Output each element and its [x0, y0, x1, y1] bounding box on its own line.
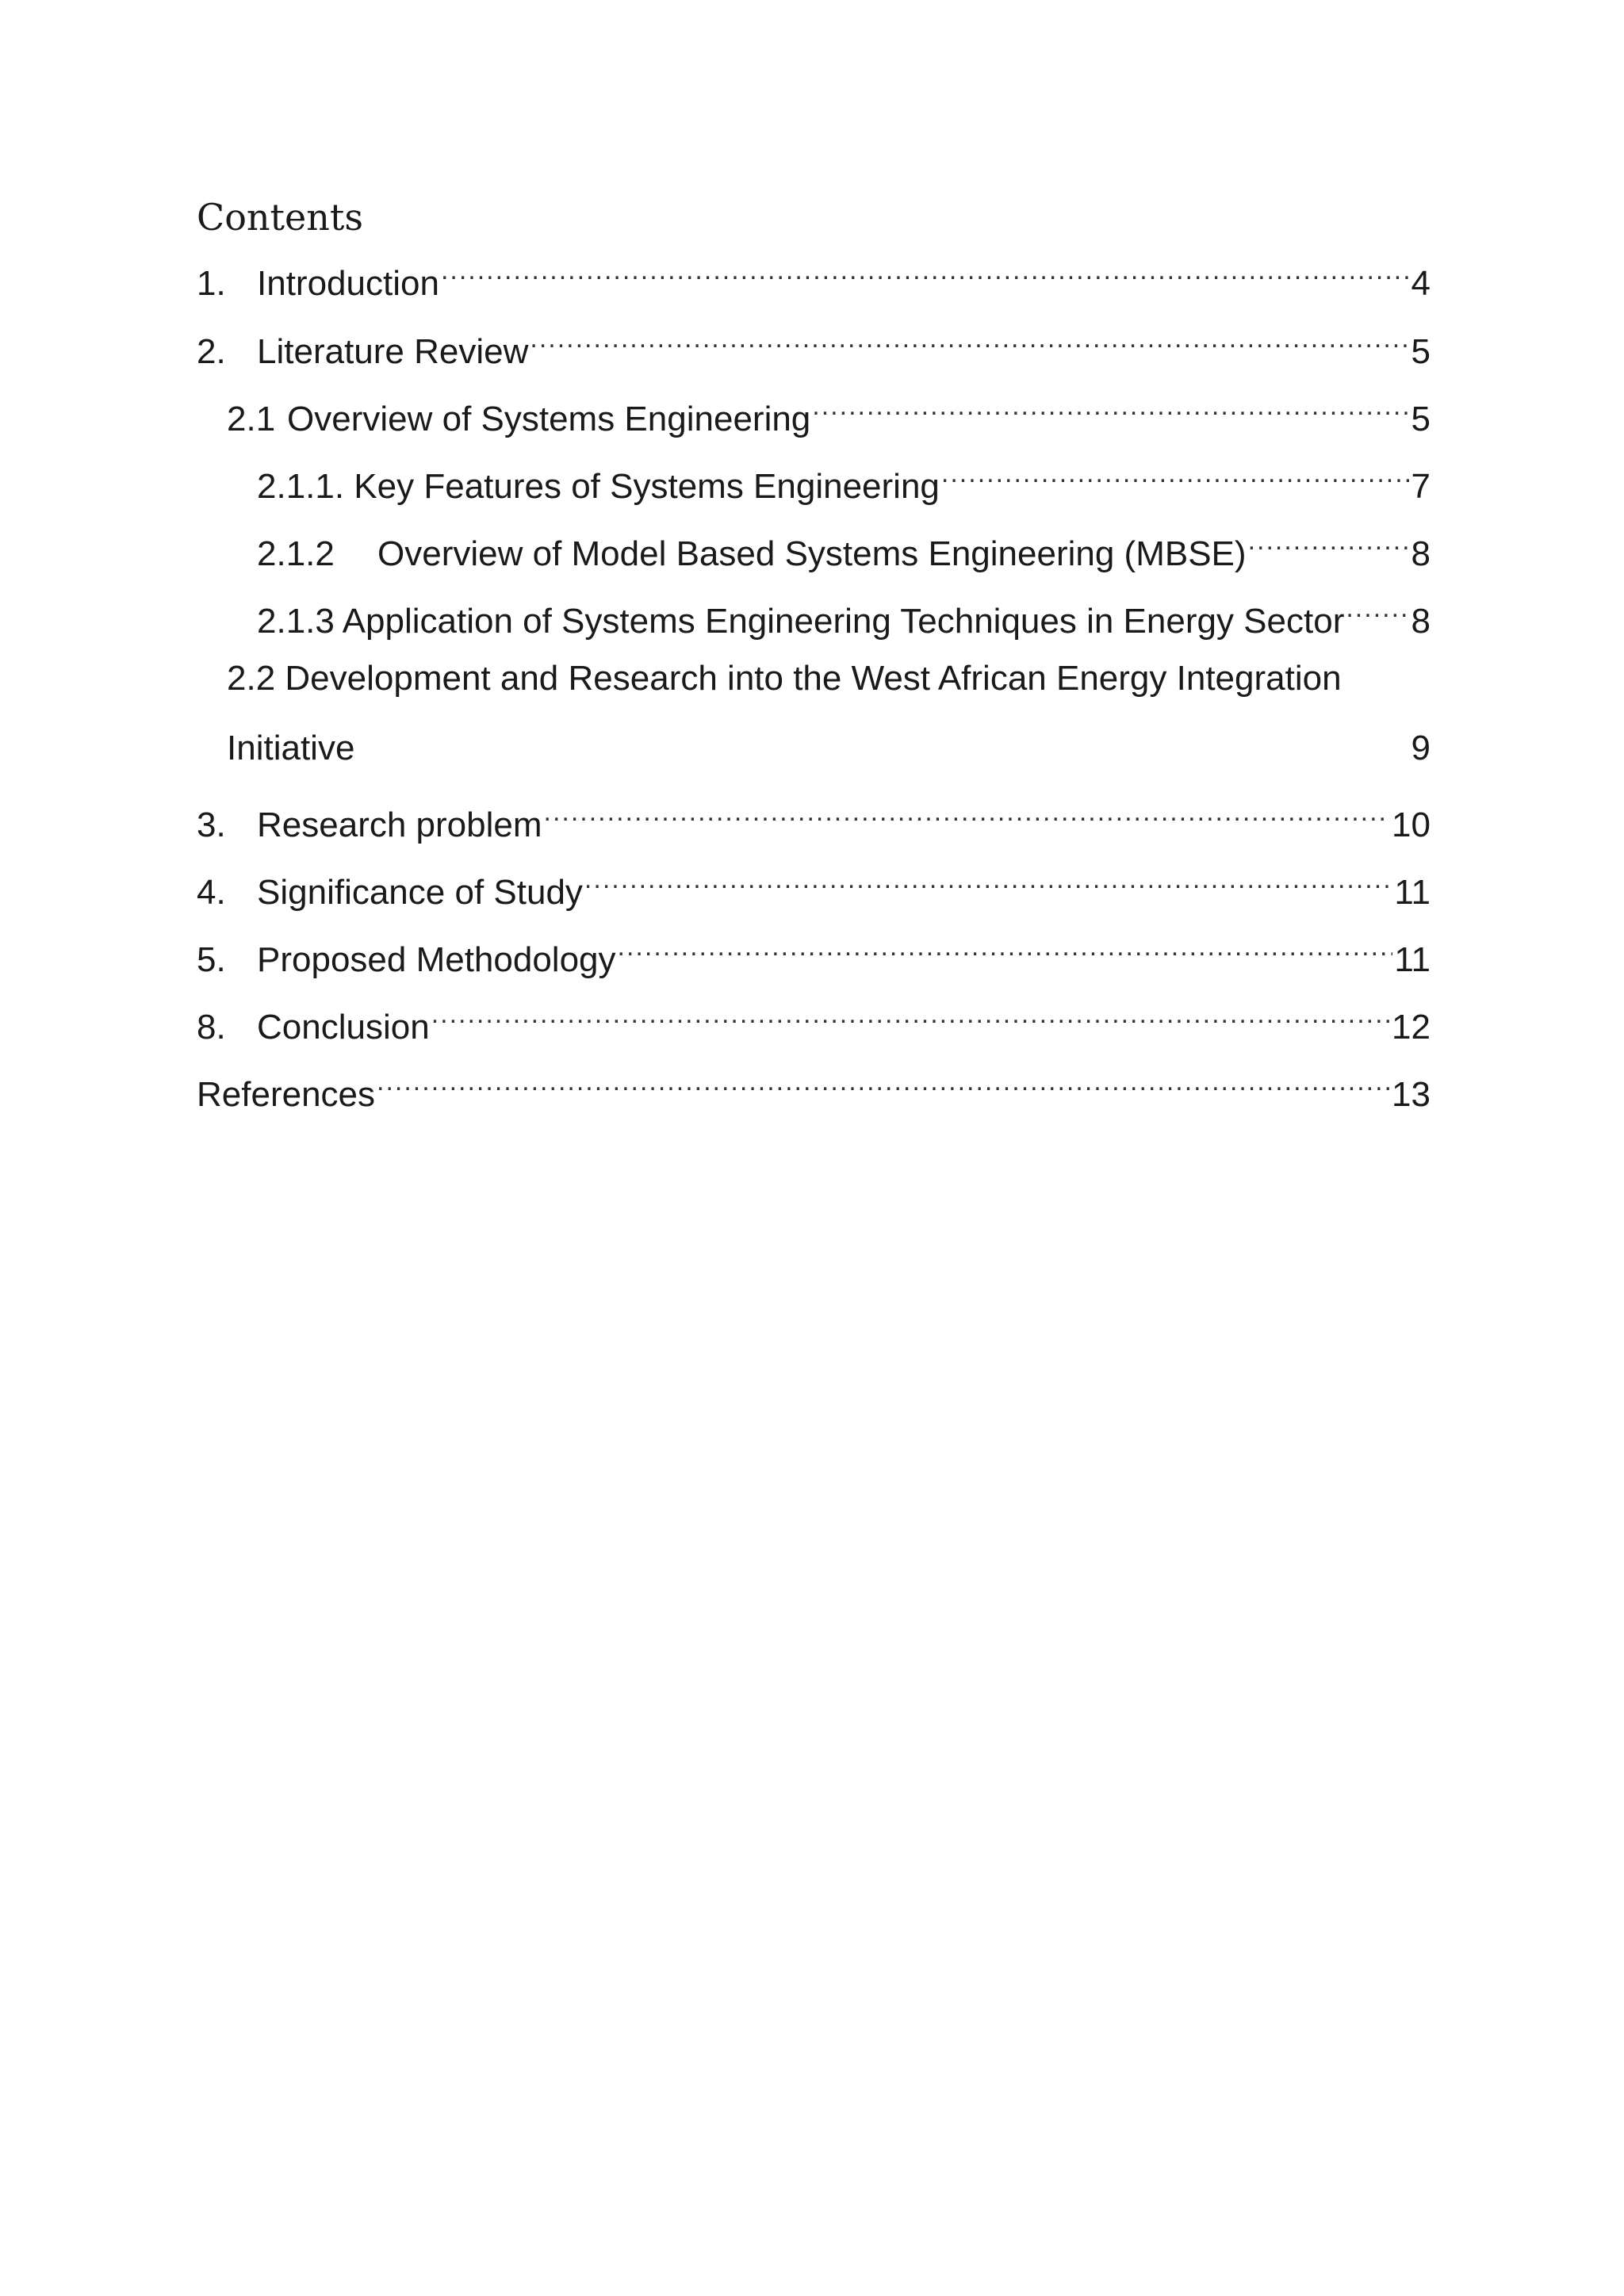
toc-entry-overview-systems-engineering[interactable] — [227, 383, 1431, 438]
toc-dot-leader — [941, 450, 1410, 498]
toc-dot-leader — [431, 991, 1390, 1039]
toc-entry-page: 10 — [1392, 806, 1431, 844]
toc-entry-page: 4 — [1411, 264, 1431, 303]
toc-entry-literature-review[interactable] — [197, 316, 1431, 371]
toc-entry-number: 8. — [197, 1008, 226, 1047]
toc-entry-page: 11 — [1394, 873, 1431, 912]
toc-dot-leader — [1346, 585, 1409, 633]
toc-entry-label: 2.1.3 Application of Systems Engineering Techniques in Energy Sector — [257, 602, 1345, 641]
toc-entry-page: 5 — [1411, 332, 1431, 371]
toc-entry-number: 1. — [197, 264, 226, 303]
toc-entry-label: References — [197, 1075, 376, 1114]
toc-entry-label: Proposed Methodology — [257, 940, 616, 979]
toc-dot-leader — [377, 1058, 1390, 1106]
toc-entry-page: 5 — [1411, 400, 1431, 438]
toc-entry-number: 2.1 — [227, 400, 276, 438]
toc-dot-leader — [441, 247, 1410, 295]
toc-dot-leader — [356, 706, 1409, 760]
toc-entry-label: Significance of Study — [257, 873, 583, 912]
toc-entry-label: Overview of Model Based Systems Engineering (MBSE) — [377, 534, 1247, 573]
toc-dot-leader — [544, 789, 1391, 836]
toc-entry-mbse-overview[interactable] — [257, 518, 1431, 573]
toc-entry-page: 9 — [1411, 729, 1431, 767]
toc-title: Contents — [197, 196, 363, 239]
toc-dot-leader — [618, 924, 1393, 971]
toc-entry-label: Literature Review — [257, 332, 529, 371]
toc-entry-number: 2.1.2 — [257, 534, 335, 573]
toc-entry-number: 4. — [197, 873, 226, 912]
toc-entry-application-energy-sector[interactable] — [257, 585, 1431, 641]
toc-entry-significance[interactable] — [197, 856, 1431, 912]
toc-entry-page: 13 — [1392, 1075, 1431, 1114]
toc-entry-label: 2.2 Development and Research into the West African Energy Integration — [227, 659, 1342, 698]
toc-entry-west-african-energy[interactable] — [227, 652, 1431, 767]
toc-dot-leader — [1248, 518, 1410, 565]
toc-entry-label-continued — [227, 706, 1431, 767]
toc-entry-page: 8 — [1411, 602, 1431, 641]
toc-entry-number: 5. — [197, 940, 226, 979]
toc-entry-conclusion[interactable] — [197, 991, 1431, 1047]
toc-entry-number: 2. — [197, 332, 226, 371]
toc-entry-label-line2: Initiative — [227, 729, 355, 767]
toc-entry-label: Introduction — [257, 264, 439, 303]
toc-entry-label: Overview of Systems Engineering — [287, 400, 811, 438]
toc-entry-proposed-methodology[interactable] — [197, 924, 1431, 979]
toc-entry-label: Research problem — [257, 806, 542, 844]
toc-entry-page: 8 — [1411, 534, 1431, 573]
toc-entry-page: 12 — [1392, 1008, 1431, 1047]
toc-entry-label: Conclusion — [257, 1008, 430, 1047]
toc-entry-page: 11 — [1394, 940, 1431, 979]
toc-dot-leader — [584, 856, 1392, 904]
toc-dot-leader — [812, 383, 1409, 430]
toc-entry-label: 2.1.1. Key Features of Systems Engineering — [257, 467, 940, 506]
toc-entry-key-features[interactable] — [257, 450, 1431, 506]
toc-entry-research-problem[interactable] — [197, 789, 1431, 844]
toc-entry-number: 3. — [197, 806, 226, 844]
toc-entry-introduction[interactable] — [197, 247, 1431, 303]
toc-entry-references[interactable] — [197, 1058, 1431, 1114]
toc-entry-page: 7 — [1411, 467, 1431, 506]
toc-dot-leader — [530, 316, 1409, 363]
